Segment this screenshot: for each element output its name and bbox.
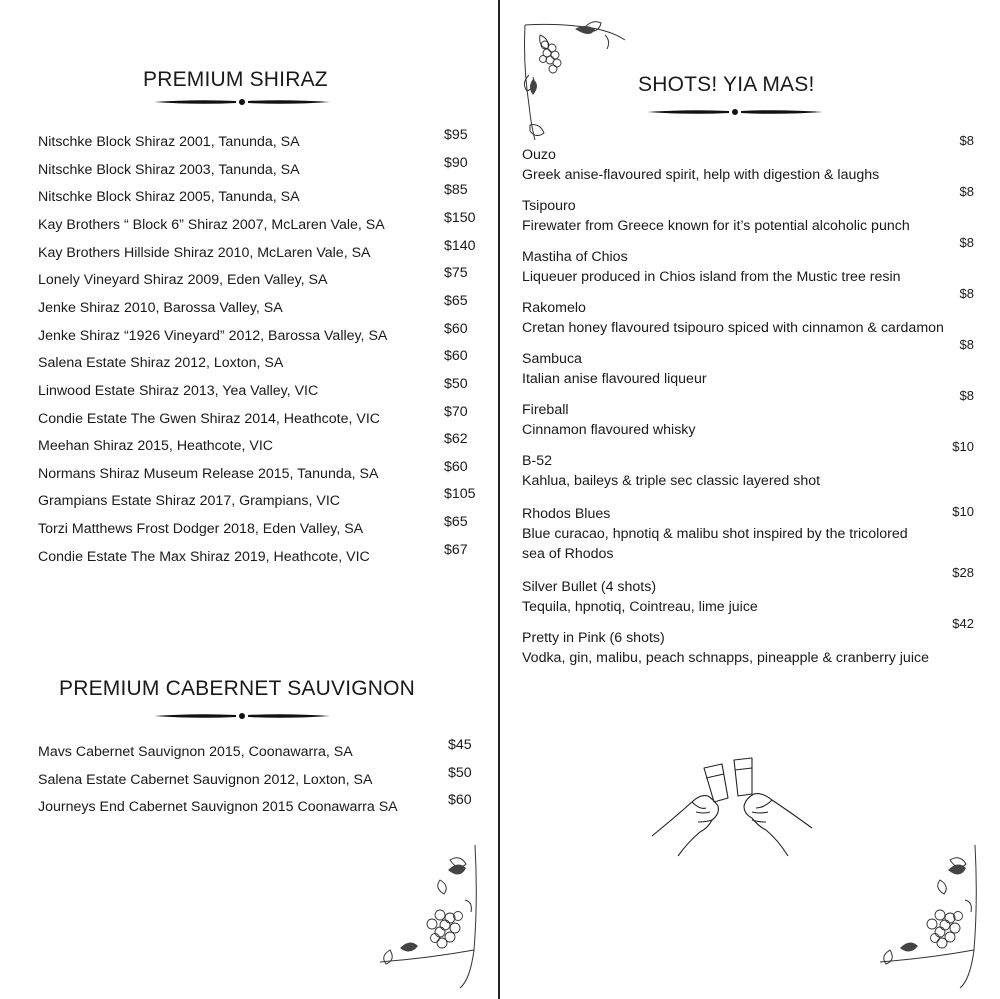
shot-name: Rakomelo — [522, 300, 586, 316]
shot-description: Cinnamon flavoured whisky — [522, 422, 696, 438]
wine-price: $95 — [444, 127, 468, 143]
wine-name: Grampians Estate Shiraz 2017, Grampians, VIC — [38, 493, 341, 510]
shot-name: Ouzo — [522, 147, 556, 163]
shot-list-item — [522, 133, 982, 185]
wine-name: Torzi Matthews Frost Dodger 2018, Eden Valley, SA — [38, 521, 364, 538]
shot-list-item — [522, 388, 982, 440]
wine-name: Jenke Shiraz 2010, Barossa Valley, SA — [38, 299, 283, 316]
grape-vine-icon — [515, 15, 635, 145]
wine-price: $50 — [444, 375, 468, 392]
shot-name: Silver Bullet (4 shots) — [522, 579, 657, 595]
wine-list-item — [38, 292, 478, 320]
wine-list-item — [38, 265, 478, 292]
wine-price: $60 — [444, 320, 468, 337]
shot-name: Fireball — [522, 402, 569, 418]
wine-price: $60 — [444, 348, 468, 365]
wine-price: $90 — [444, 154, 468, 171]
shot-description: Vodka, gin, malibu, peach schnapps, pineapple & cranberry juice — [522, 650, 929, 666]
wine-price: $60 — [444, 458, 468, 475]
wine-list-item — [38, 237, 478, 265]
shot-price: $8 — [959, 133, 974, 148]
wine-price: $105 — [444, 486, 476, 503]
shot-description: Tequila, hpnotiq, Cointreau, lime juice — [522, 599, 758, 615]
shot-list-item — [522, 286, 982, 338]
wine-price: $65 — [444, 292, 468, 309]
wine-name: Jenke Shiraz “1926 Vineyard” 2012, Barossa Valley, SA — [38, 327, 388, 344]
wine-price: $45 — [448, 737, 472, 753]
shot-price: $10 — [952, 439, 974, 454]
shot-price: $8 — [959, 337, 974, 352]
wine-list-item — [38, 209, 478, 237]
wine-list-item — [38, 375, 478, 403]
shot-description: Firewater from Greece known for it’s potential alcoholic punch — [522, 218, 910, 234]
shot-price: $42 — [952, 616, 974, 631]
shiraz-heading: PREMIUM SHIRAZ — [143, 68, 328, 91]
shots-heading: SHOTS! YIA MAS! — [638, 73, 815, 96]
shot-name: Rhodos Blues — [522, 506, 611, 522]
wine-price: $140 — [444, 237, 476, 254]
wine-list-item — [38, 792, 478, 819]
shot-list-item — [522, 439, 982, 491]
wine-name: Nitschke Block Shiraz 2001, Tanunda, SA — [38, 134, 300, 150]
shot-list-item — [522, 184, 982, 236]
wine-name: Condie Estate The Max Shiraz 2019, Heathcote, VIC — [38, 548, 370, 565]
shot-name: Sambuca — [522, 351, 582, 367]
shot-list-item — [522, 337, 982, 389]
shot-price: $8 — [959, 235, 974, 250]
toasting-shot-glasses-icon — [648, 752, 816, 872]
shot-description: Italian anise flavoured liqueur — [522, 371, 707, 387]
wine-price: $50 — [448, 764, 472, 781]
wine-name: Linwood Estate Shiraz 2013, Yea Valley, VIC — [38, 382, 319, 399]
shot-description: Cretan honey flavoured tsipouro spiced with cinnamon & cardamon — [522, 320, 944, 336]
shot-list-item — [522, 235, 982, 287]
wine-list-item — [38, 764, 478, 792]
shot-description: Kahlua, baileys & triple sec classic layered shot — [522, 473, 821, 489]
wine-list-item — [38, 154, 478, 182]
shot-price: $28 — [952, 565, 974, 580]
shot-name: Tsipouro — [522, 198, 576, 214]
wine-price: $60 — [448, 792, 472, 808]
shots-flourish — [645, 107, 825, 117]
wine-list-item — [38, 431, 478, 458]
wine-list-item — [38, 348, 478, 375]
page-divider — [498, 0, 500, 999]
wine-name: Kay Brothers “ Block 6” Shiraz 2007, McLaren Vale, SA — [38, 216, 385, 233]
wine-price: $150 — [444, 209, 476, 226]
shot-list-item — [522, 565, 982, 617]
shot-list-item — [522, 504, 982, 564]
shot-price: $10 — [952, 504, 974, 519]
wine-name: Meehan Shiraz 2015, Heathcote, VIC — [38, 438, 274, 455]
wine-name: Mavs Cabernet Sauvignon 2015, Coonawarra, SA — [38, 744, 353, 760]
wine-name: Journeys End Cabernet Sauvignon 2015 Coonawarra SA — [38, 799, 398, 815]
wine-price: $62 — [444, 431, 468, 448]
wine-price: $70 — [444, 403, 468, 420]
shot-description: Greek anise-flavoured spirit, help with digestion & laughs — [522, 167, 880, 183]
wine-name: Normans Shiraz Museum Release 2015, Tanunda, SA — [38, 465, 379, 482]
grape-vine-icon — [370, 840, 488, 990]
wine-price: $75 — [444, 265, 468, 282]
wine-list-item — [38, 403, 478, 431]
grape-vine-icon — [870, 840, 988, 990]
wine-name: Nitschke Block Shiraz 2003, Tanunda, SA — [38, 161, 300, 178]
wine-list-item — [38, 514, 478, 541]
wine-name: Kay Brothers Hillside Shiraz 2010, McLaren Vale, SA — [38, 244, 371, 261]
shot-description: Blue curacao, hpnotiq & malibu shot inspired by the tricolored sea of Rhodos — [522, 526, 908, 562]
shot-name: Mastiha of Chios — [522, 249, 628, 265]
shot-price: $8 — [959, 184, 974, 199]
wine-price: $67 — [444, 541, 468, 558]
wine-name: Nitschke Block Shiraz 2005, Tanunda, SA — [38, 189, 300, 206]
wine-name: Salena Estate Cabernet Sauvignon 2012, Loxton, SA — [38, 771, 373, 788]
wine-name: Lonely Vineyard Shiraz 2009, Eden Valley, SA — [38, 272, 328, 289]
wine-price: $85 — [444, 182, 468, 199]
shiraz-flourish — [152, 97, 332, 107]
wine-list-item — [38, 182, 478, 209]
shot-price: $8 — [959, 388, 974, 403]
shot-list-item — [522, 616, 982, 668]
wine-name: Condie Estate The Gwen Shiraz 2014, Heathcote, VIC — [38, 410, 381, 427]
wine-list-item — [38, 127, 478, 154]
wine-list-item — [38, 320, 478, 348]
cabernet-flourish — [152, 711, 332, 721]
cabernet-heading: PREMIUM CABERNET SAUVIGNON — [59, 677, 416, 700]
shot-name: Pretty in Pink (6 shots) — [522, 630, 665, 646]
wine-price: $65 — [444, 514, 468, 531]
wine-list-item — [38, 486, 478, 513]
shot-name: B-52 — [522, 453, 552, 469]
shot-description: Liqueuer produced in Chios island from the Mustic tree resin — [522, 269, 901, 285]
wine-name: Salena Estate Shiraz 2012, Loxton, SA — [38, 355, 284, 372]
shot-price: $8 — [959, 286, 974, 301]
wine-list-item — [38, 458, 478, 486]
wine-list-item — [38, 541, 478, 569]
wine-list-item — [38, 737, 478, 764]
